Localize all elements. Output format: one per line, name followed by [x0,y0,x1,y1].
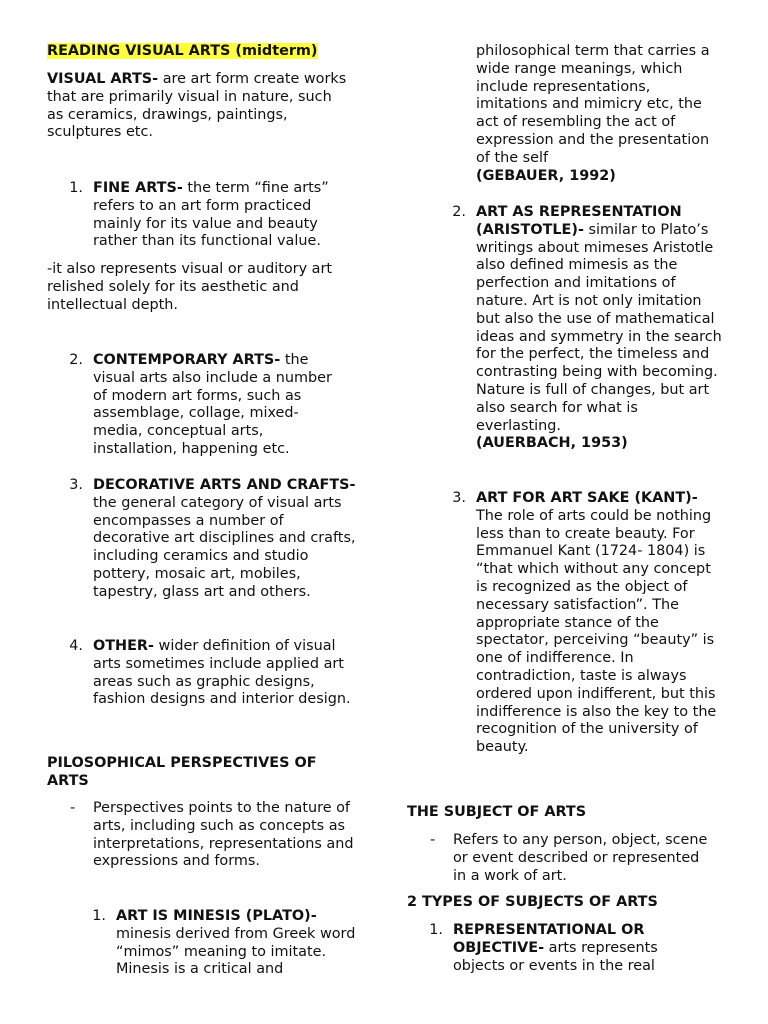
list-item-contemporary-arts [93,352,343,459]
list-item-art-for-art-sake [476,490,726,757]
list-item-term: REPRESENTATIONAL OR OBJECTIVE- [453,922,645,956]
definition-term: VISUAL ARTS- [47,71,159,87]
types-heading: 2 TYPES OF SUBJECTS OF ARTS [407,894,658,910]
minesis-continuation-text: philosophical term that carries a wide range meanings, which include representations, imitations and mimicry etc, the act of resembling the act of expression and the presentation of the self [476,43,710,166]
list-number: 2. [69,352,83,368]
visual-arts-definition [47,71,347,142]
list-item-representational [453,922,708,975]
list-item-art-as-representation [476,204,726,453]
philosophical-bullet-text: Perspectives points to the nature of arts, including such as concepts as interpretations, representations and expressions and forms. [93,800,354,870]
list-number: 1. [92,908,106,924]
citation: (GEBAUER, 1992) [476,167,616,184]
definition-text: are art form create works that are primarily visual in nature, such as ceramics, drawings, paintings, sculptures etc. [47,71,347,141]
list-item-text: similar to Plato’s writings about mimeses Aristotle also defined mimesis as the perfection and imitations of nature. Art is not only imitation but also the use of mathematical ideas and symmetry in the search for the perfect, the timeless and contrasting being with becoming. Nature is full of changes, but art also search for what is everlasting. [476,221,722,434]
bullet-dash: - [70,800,76,816]
list-number: 1. [69,180,83,196]
list-item-term: ART FOR ART SAKE (KANT)- [476,490,698,506]
list-item-text: The role of arts could be nothing less than to create beauty. For Emmanuel Kant (1724- 1804) is “that which without any concept is recognized as the object of necessary satisfaction”. The appropriate stance of the spectator, perceiving “beauty” is one of indifference. In contradiction, taste is always ordered upon indifferent, but this indifference is also the key to the recognition of the university of beauty. [476,507,717,756]
list-item-text: the general category of visual arts encompasses a number of decorative art disciplines and crafts, including ceramics and studio pottery, mosaic art, mobiles, tapestry, glass art and others. [93,494,356,600]
list-item-term: DECORATIVE ARTS AND CRAFTS- [93,477,356,493]
subject-text: Refers to any person, object, scene or event described or represented in a work of art. [453,832,708,884]
fine-arts-note: -it also represents visual or auditory art relished solely for its aesthetic and intellectual depth. [47,261,333,313]
minesis-continuation [476,43,726,185]
title-highlight: READING VISUAL ARTS (midterm) [47,43,318,59]
list-item-text: arts represents objects or events in the real [453,939,658,974]
list-item-term: ART AS REPRESENTATION (ARISTOTLE)- [476,204,682,238]
list-number: 3. [69,477,83,493]
list-item-art-is-minesis [116,908,366,979]
list-item-other [93,638,363,709]
list-number: 3. [452,490,466,506]
list-item-fine-arts [93,180,358,251]
citation: (AUERBACH, 1953) [476,435,628,452]
list-item-term: ART IS MINESIS (PLATO)- [116,908,317,924]
list-item-decorative-arts [93,477,361,602]
list-number: 2. [452,204,466,220]
subject-heading: THE SUBJECT OF ARTS [407,804,587,820]
document-title [47,43,318,61]
list-item-text: the term “fine arts” refers to an art form practiced mainly for its value and beauty rather than its functional value. [93,180,329,250]
bullet-dash: - [430,832,436,848]
list-number: 4. [69,638,83,654]
list-item-text: the visual arts also include a number of modern art forms, such as assemblage, collage, mixed-media, conceptual arts, installation, happening etc. [93,352,332,457]
list-item-term: FINE ARTS- [93,180,183,196]
philosophical-heading: PILOSOPHICAL PERSPECTIVES OF ARTS [47,755,317,789]
list-item-text: minesis derived from Greek word “mimos” meaning to imitate. Minesis is a critical and [116,925,356,978]
list-number: 1. [429,922,443,938]
list-item-text: wider definition of visual arts sometimes include applied art areas such as graphic designs, fashion designs and interior design. [93,638,351,708]
list-item-term: CONTEMPORARY ARTS- [93,352,281,368]
list-item-term: OTHER- [93,638,154,654]
